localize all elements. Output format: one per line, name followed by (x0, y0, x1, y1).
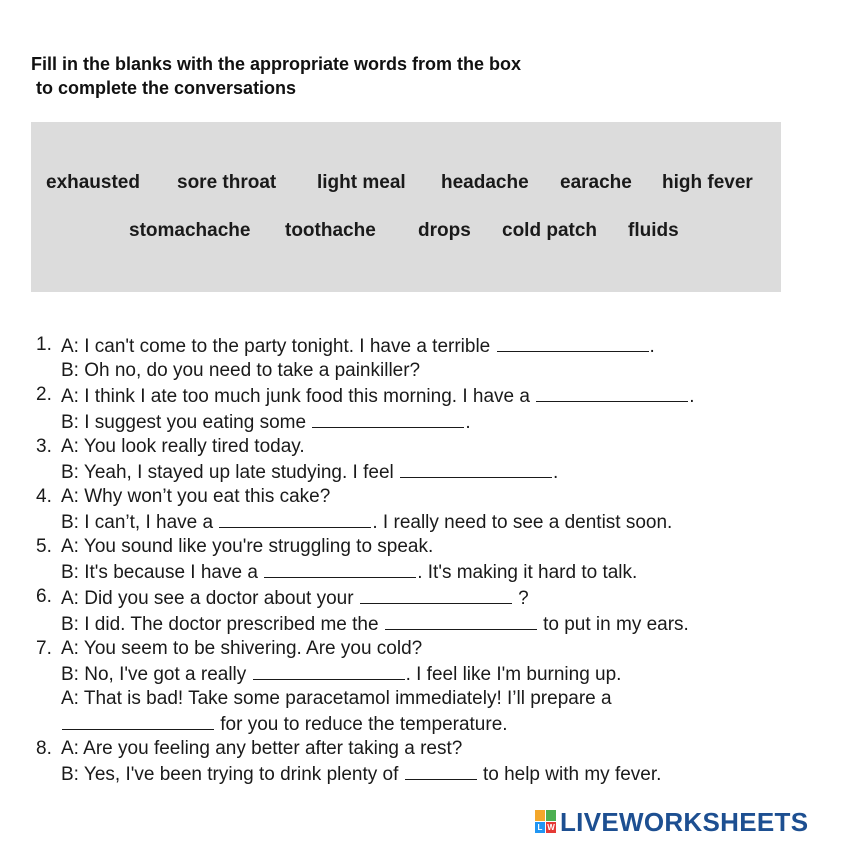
answer-blank[interactable] (385, 611, 537, 630)
question-number: 1. (36, 334, 52, 355)
dialogue-text-after: . I feel like I'm burning up. (405, 664, 622, 685)
answer-blank[interactable] (62, 711, 214, 730)
word-box (31, 122, 781, 292)
dialogue-line (61, 585, 816, 611)
dialogue-text: A: I can't come to the party tonight. I have a terrible (61, 336, 496, 357)
dialogue-text: B: Oh no, do you need to take a painkiller? (61, 360, 421, 381)
logo-mark-letter-l: L (535, 822, 545, 833)
word-light-meal: light meal (317, 172, 406, 193)
question-list (36, 333, 816, 787)
dialogue-line (61, 737, 816, 761)
answer-blank[interactable] (405, 761, 477, 780)
question-item (36, 737, 816, 787)
dialogue-line (61, 661, 816, 687)
instructions (31, 52, 521, 100)
question-number: 6. (36, 586, 52, 607)
dialogue-text-after: to help with my fever. (477, 764, 662, 785)
dialogue-text-after: for you to reduce the temperature. (215, 714, 508, 735)
question-item (36, 333, 816, 383)
word-fluids: fluids (628, 220, 679, 241)
liveworksheets-logo-icon (535, 810, 557, 834)
dialogue-text: A: That is bad! Take some paracetamol immediately! I’ll prepare a (61, 688, 612, 709)
dialogue-text-after: . (465, 412, 471, 433)
dialogue-text: B: No, I've got a really (61, 664, 252, 685)
answer-blank[interactable] (497, 333, 649, 352)
answer-blank[interactable] (264, 559, 416, 578)
answer-blank[interactable] (400, 459, 552, 478)
word-high-fever: high fever (662, 172, 753, 193)
dialogue-text: A: You seem to be shivering. Are you cold? (61, 638, 423, 659)
dialogue-text: A: You sound like you're struggling to speak. (61, 536, 434, 557)
dialogue-line (61, 637, 816, 661)
logo-text: LIVEWORKSHEETS (560, 806, 809, 837)
dialogue-text: A: Why won’t you eat this cake? (61, 486, 331, 507)
question-number: 4. (36, 486, 52, 507)
liveworksheets-logo (535, 808, 808, 836)
dialogue-line (61, 687, 816, 711)
question-item (36, 435, 816, 485)
dialogue-text-after: . (649, 336, 655, 357)
dialogue-text: A: Did you see a doctor about your (61, 588, 359, 609)
dialogue-line (61, 761, 816, 787)
dialogue-text-after: . I really need to see a dentist soon. (372, 512, 673, 533)
question-item (36, 637, 816, 737)
instructions-line-1: Fill in the blanks with the appropriate words from the box (31, 54, 522, 74)
word-cold-patch: cold patch (502, 220, 598, 241)
dialogue-text: A: I think I ate too much junk food this morning. I have a (61, 386, 536, 407)
dialogue-line (61, 359, 816, 383)
dialogue-text-after: . It's making it hard to talk. (417, 562, 638, 583)
dialogue-line (61, 509, 816, 535)
dialogue-line (61, 333, 816, 359)
dialogue-text: B: Yeah, I stayed up late studying. I feel (61, 462, 400, 483)
dialogue-text-after: . (553, 462, 559, 483)
dialogue-text-after: to put in my ears. (537, 614, 689, 635)
dialogue-line (61, 435, 816, 459)
dialogue-text-after: . (689, 386, 695, 407)
dialogue-line (61, 383, 816, 409)
question-number: 5. (36, 536, 52, 557)
dialogue-line (61, 409, 816, 435)
dialogue-line (61, 559, 816, 585)
dialogue-text: B: It's because I have a (61, 562, 264, 583)
word-sore-throat: sore throat (177, 172, 277, 193)
question-item (36, 383, 816, 435)
answer-blank[interactable] (253, 661, 405, 680)
word-toothache: toothache (285, 220, 376, 241)
dialogue-text-after: ? (512, 588, 529, 609)
word-exhausted: exhausted (46, 172, 140, 193)
logo-mark-letter-w: W (547, 823, 555, 832)
dialogue-text: B: Yes, I've been trying to drink plenty of (61, 764, 404, 785)
question-number: 8. (36, 738, 52, 759)
dialogue-line (61, 485, 816, 509)
dialogue-text: B: I can’t, I have a (61, 512, 219, 533)
question-number: 3. (36, 436, 52, 457)
dialogue-text: A: You look really tired today. (61, 436, 305, 457)
question-item (36, 485, 816, 535)
question-number: 7. (36, 638, 52, 659)
word-stomachache: stomachache (129, 220, 251, 241)
dialogue-line (61, 459, 816, 485)
word-earache: earache (560, 172, 632, 193)
word-drops: drops (418, 220, 471, 241)
answer-blank[interactable] (219, 509, 371, 528)
dialogue-text: B: I did. The doctor prescribed me the (61, 614, 384, 635)
word-headache: headache (441, 172, 529, 193)
dialogue-text: A: Are you feeling any better after taking a rest? (61, 738, 463, 759)
dialogue-line (61, 711, 816, 737)
dialogue-line (61, 535, 816, 559)
dialogue-text: B: I suggest you eating some (61, 412, 312, 433)
answer-blank[interactable] (536, 383, 688, 402)
answer-blank[interactable] (312, 409, 464, 428)
question-item (36, 585, 816, 637)
question-item (36, 535, 816, 585)
question-number: 2. (36, 384, 52, 405)
dialogue-line (61, 611, 816, 637)
instructions-line-2: to complete the conversations (31, 78, 297, 98)
answer-blank[interactable] (360, 585, 512, 604)
